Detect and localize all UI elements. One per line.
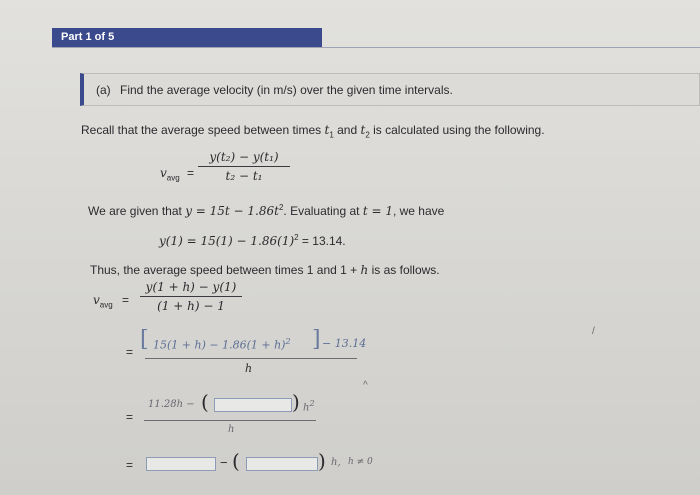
fraction-bar <box>145 358 357 359</box>
eval-text: y(1) = 15(1) − 1.86(1) <box>159 234 295 248</box>
recall-t2-sub: 2 <box>365 130 370 140</box>
eval-exp: 2 <box>294 233 299 242</box>
step3-exp: 2 <box>309 399 315 408</box>
given-equation: y = 15t − 1.86t <box>185 204 279 218</box>
step1-v: v <box>93 293 100 307</box>
step2-numerator-exp: 2 <box>285 337 291 346</box>
formula-fraction <box>198 150 290 183</box>
given-text-c: , we have <box>392 204 445 218</box>
cursor-mark: / <box>592 326 595 337</box>
left-paren: ( <box>232 449 240 473</box>
recall-and: and <box>337 123 358 137</box>
recall-prefix: Recall that the average speed between times <box>81 123 322 137</box>
recall-t2: t <box>360 123 366 137</box>
step4-suffix: h, <box>331 457 341 468</box>
left-bracket: [ <box>140 327 149 352</box>
step1-fraction <box>140 280 242 313</box>
step2-denominator: h <box>245 362 253 375</box>
formula-numerator: y(t₂) − y(t₁) <box>209 150 279 164</box>
given-text-a: We are given that <box>88 204 182 218</box>
right-bracket: ] <box>312 327 321 352</box>
fraction-bar <box>198 166 290 167</box>
part-header <box>52 28 322 48</box>
formula-eq: = <box>187 166 195 180</box>
recall-line <box>81 123 545 139</box>
answer-input-1[interactable] <box>214 398 292 412</box>
given-line <box>88 203 444 218</box>
answer-input-3[interactable] <box>246 457 318 471</box>
step1-v-sub: avg <box>99 300 113 310</box>
step3-h: h <box>303 402 310 414</box>
formula-lhs <box>160 166 194 182</box>
step1-denominator: (1 + h) − 1 <box>157 299 225 313</box>
step3-denominator: h <box>228 424 235 435</box>
question-text: Find the average velocity (in m/s) over the given time intervals. <box>120 83 453 97</box>
step3-suffix <box>303 399 315 413</box>
step4-minus: − <box>220 455 228 470</box>
recall-t1: t <box>324 123 330 137</box>
step2-eq: = <box>126 345 134 359</box>
thus-line <box>90 263 440 277</box>
eval-line <box>159 233 346 248</box>
cursor-mark: ^ <box>363 380 368 391</box>
step1-numerator: y(1 + h) − y(1) <box>145 280 237 294</box>
question-prompt <box>80 73 700 106</box>
given-at: t = 1 <box>362 204 393 218</box>
step4-eq: = <box>126 458 134 472</box>
eval-result: = 13.14. <box>298 234 346 248</box>
answer-input-2[interactable] <box>146 457 216 471</box>
recall-suffix: is calculated using the following. <box>373 123 545 137</box>
fraction-bar <box>144 420 316 421</box>
thus-h: h <box>360 263 369 277</box>
recall-t1-sub: 1 <box>329 130 334 140</box>
fraction-bar <box>140 296 242 297</box>
step4-condition: h ≠ 0 <box>348 457 373 467</box>
step3-eq: = <box>126 410 134 424</box>
formula-denominator: t₂ − t₁ <box>225 169 263 183</box>
right-paren: ) <box>318 449 326 473</box>
step1-eq: = <box>122 293 130 307</box>
part-divider <box>52 47 700 48</box>
step2-numerator <box>153 337 291 352</box>
thus-suffix: is as follows. <box>371 263 440 277</box>
step1-lhs <box>93 293 129 309</box>
formula-v-sub: avg <box>166 173 180 183</box>
given-text-b: . Evaluating at <box>283 204 360 218</box>
step3-numerator-a: 11.28h − <box>148 399 195 410</box>
given-exp: 2 <box>278 203 284 212</box>
thus-text: Thus, the average speed between times 1 and 1 + <box>90 263 358 277</box>
step2-numerator-b: − 13.14 <box>322 337 367 350</box>
right-paren: ) <box>292 390 300 414</box>
formula-v: v <box>160 166 167 180</box>
part-label: Part 1 of 5 <box>61 31 115 43</box>
left-paren: ( <box>201 390 209 414</box>
step2-numerator-a: 15(1 + h) − 1.86(1 + h) <box>153 338 286 352</box>
question-label: (a) <box>96 83 111 97</box>
